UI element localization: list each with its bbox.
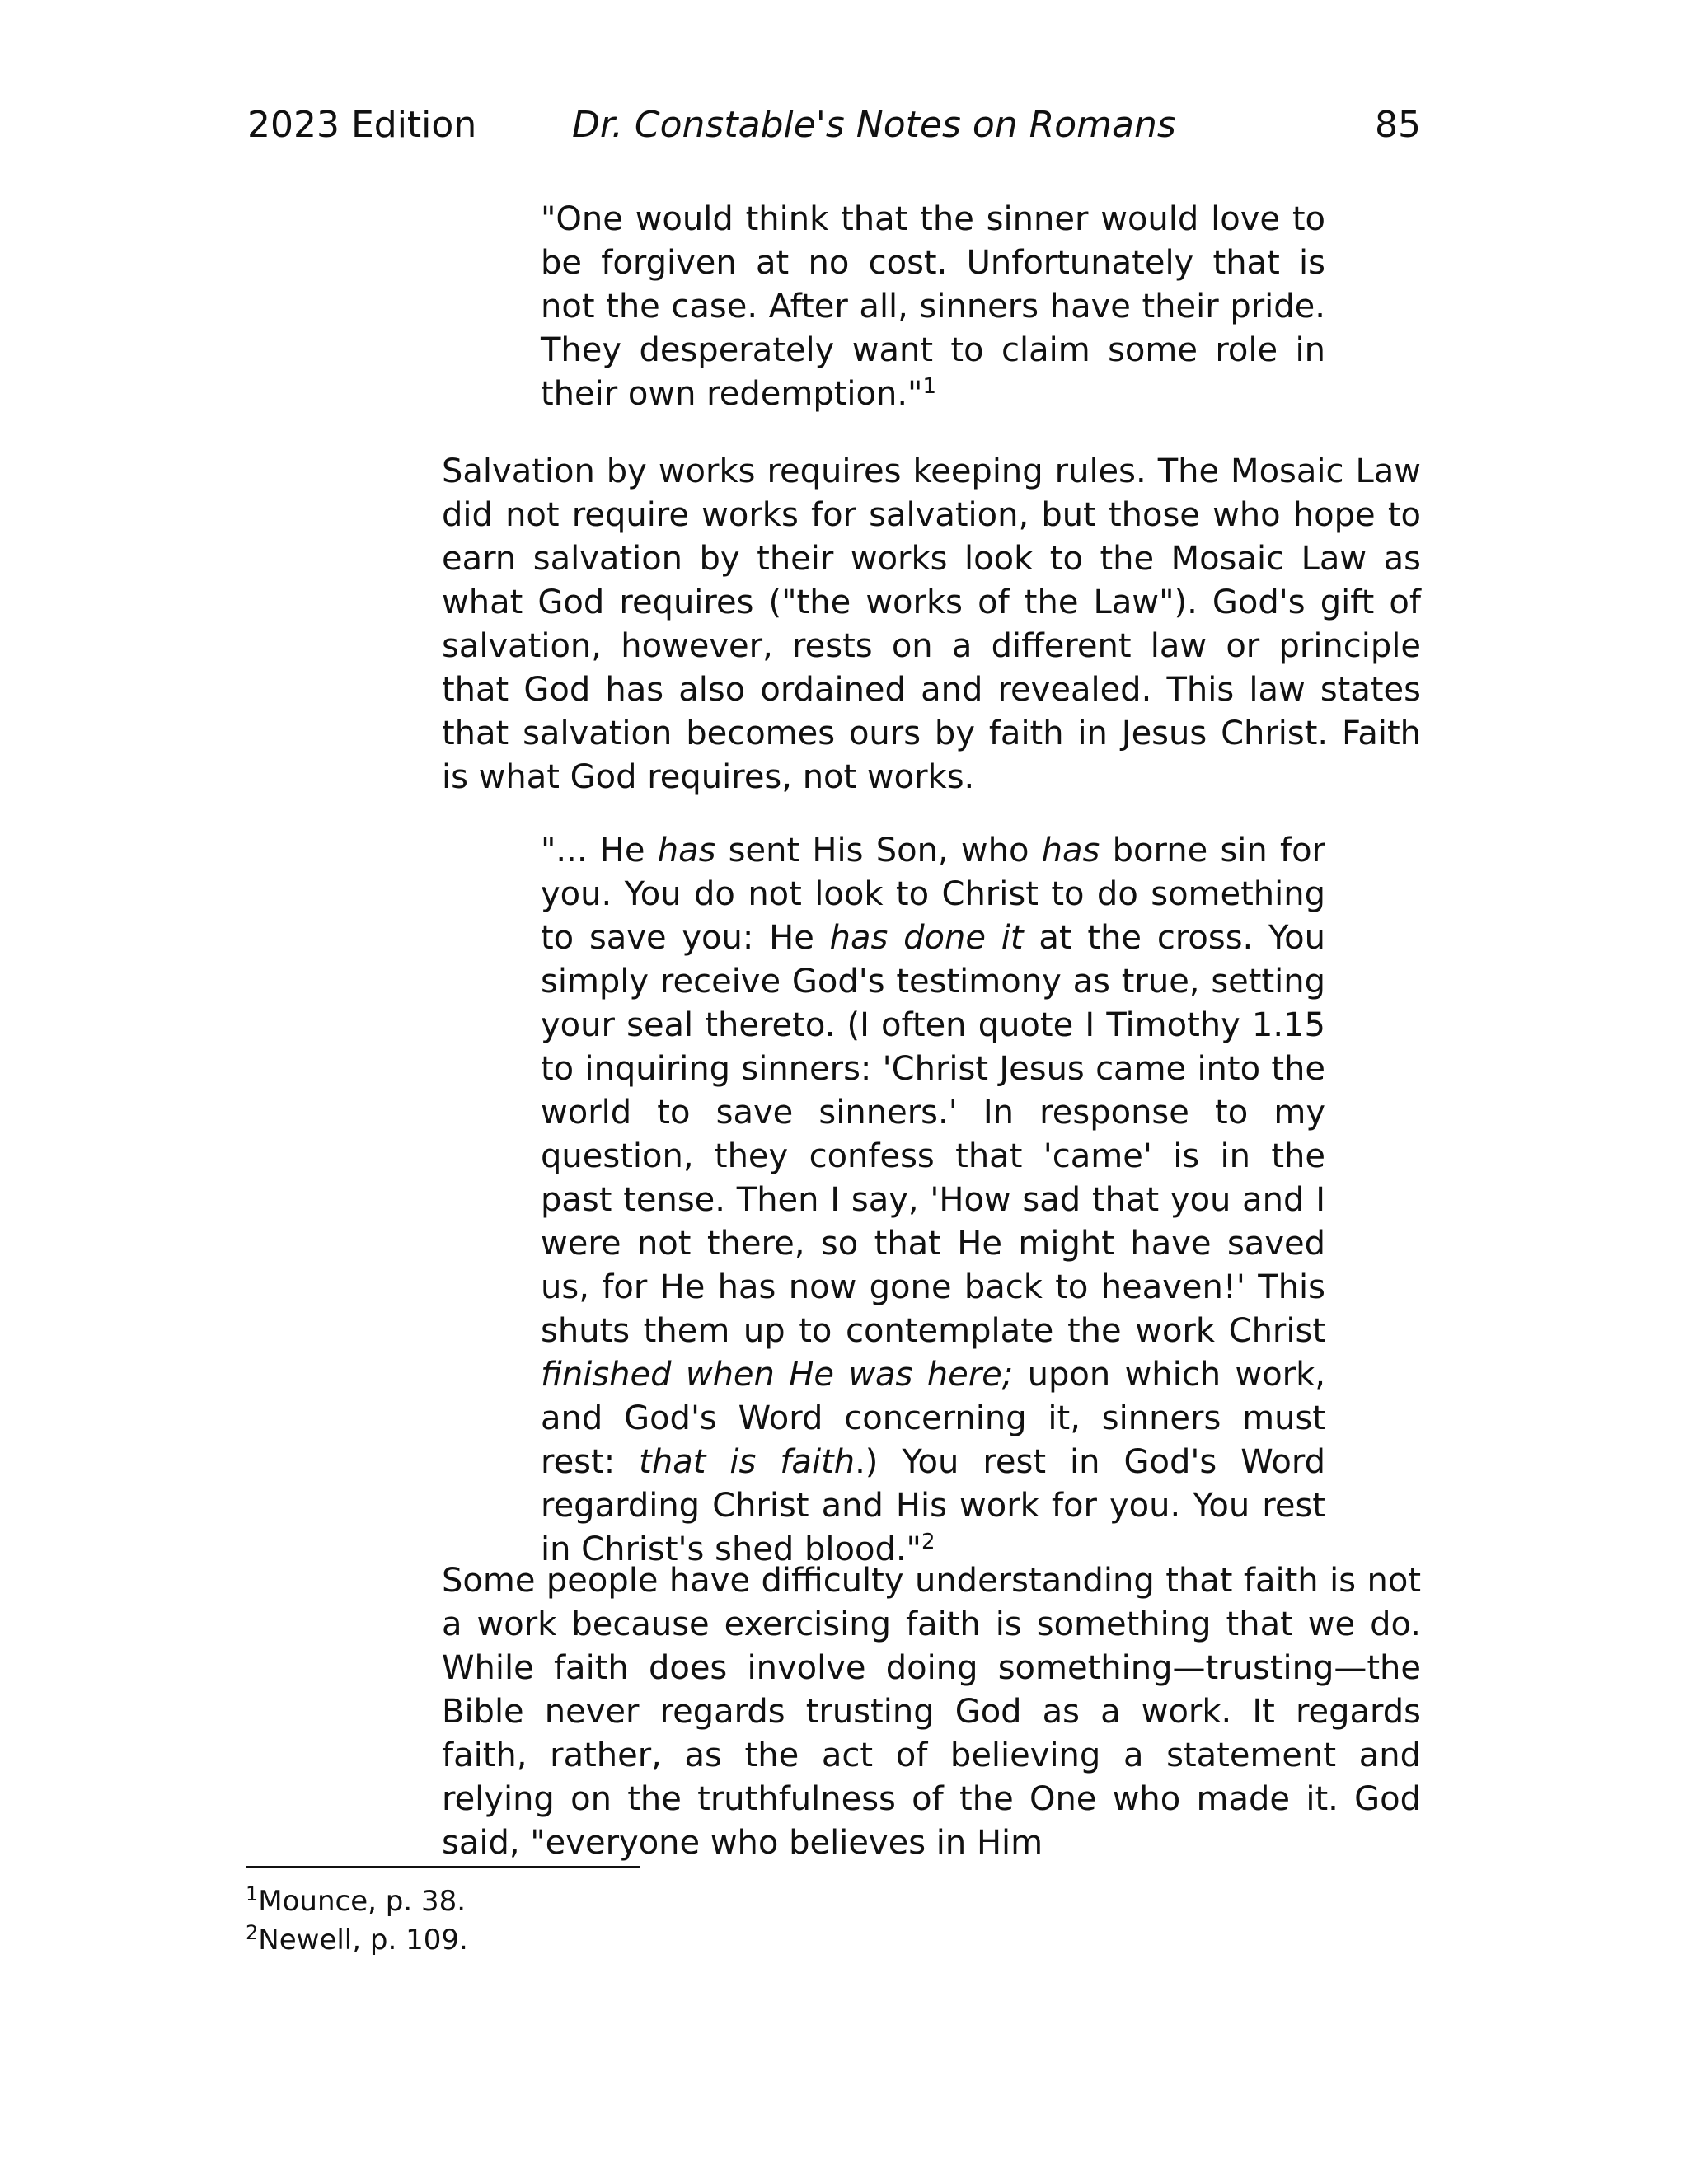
document-title: Dr. Constable's Notes on Romans (572, 104, 1176, 146)
body-paragraph: Salvation by works requires keeping rules. The Mosaic Law did not require works for salvation, but those who hope to earn salvation by their works look to the Mosaic Law as what God requires ("the works of the Law"). God's gift of salvation, however, rests on a different law or principle that God has also ordained and revealed. This law states that salvation becomes ours by faith in Jesus Christ. Faith is what God requires, not works. (442, 452, 1421, 796)
footnotes (246, 1882, 468, 1960)
block-quote-newell (541, 829, 1325, 1572)
quote-text: sent His Son, who (715, 832, 1042, 869)
quote-text: "... He (541, 832, 658, 869)
page-header (247, 102, 1421, 148)
quote-text: at the cross. You simply receive God's testimony as true, setting your seal thereto. (I often quote I Timothy 1.15 to inquiring sinners: 'Christ Jesus came into the world to save sinners.' In response to my question, they confess that 'came' is in the past tense. Then I say, 'How sad that you and I were not there, so that He might have saved us, for He has now gone back to heaven!' This shuts them up to contemplate the work Christ (541, 919, 1326, 1350)
emphasis-text: has (1041, 832, 1100, 869)
emphasis-text: finished when He was here; (541, 1356, 1014, 1394)
footnote-ref[interactable]: 2 (921, 1530, 935, 1554)
quote-text: borne sin for you. You do not look to Christ to do something to save you: He (541, 832, 1325, 957)
footnote-text: Newell, p. 109. (258, 1924, 468, 1957)
page-number: 85 (1375, 104, 1421, 146)
footnote-number: 2 (246, 1921, 259, 1944)
footnote (246, 1921, 468, 1960)
emphasis-text: has (657, 832, 716, 869)
footnote (246, 1882, 468, 1921)
footnote-number: 1 (246, 1882, 259, 1905)
footnote-divider (246, 1866, 640, 1868)
quote-text: upon which work, and God's Word concerning it, sinners must rest: (541, 1356, 1325, 1481)
footnote-text: Mounce, p. 38. (258, 1885, 467, 1918)
emphasis-text: that is faith (639, 1443, 856, 1481)
quote-text: .) You rest in God's Word regarding Christ and His work for you. You rest in Christ's shed blood." (541, 1443, 1326, 1568)
emphasis-text: has done it (829, 919, 1024, 957)
quote-text: "One would think that the sinner would love to be forgiven at no cost. Unfortunately that is not the case. After all, sinners have their pride. They desperately want to claim some role in their own redemption." (541, 200, 1325, 413)
block-quote-mounce (541, 198, 1325, 416)
footnote-ref[interactable]: 1 (922, 374, 936, 399)
body-paragraph: Some people have difficulty understanding that faith is not a work because exercising faith is something that we do. While faith does involve doing something—trusting—the Bible never regards trusting God as a work. It regards faith, rather, as the act of believing a statement and relying on the truthfulness of the One who made it. God said, "everyone who believes in Him (442, 1562, 1421, 1862)
edition-label: 2023 Edition (247, 104, 477, 146)
